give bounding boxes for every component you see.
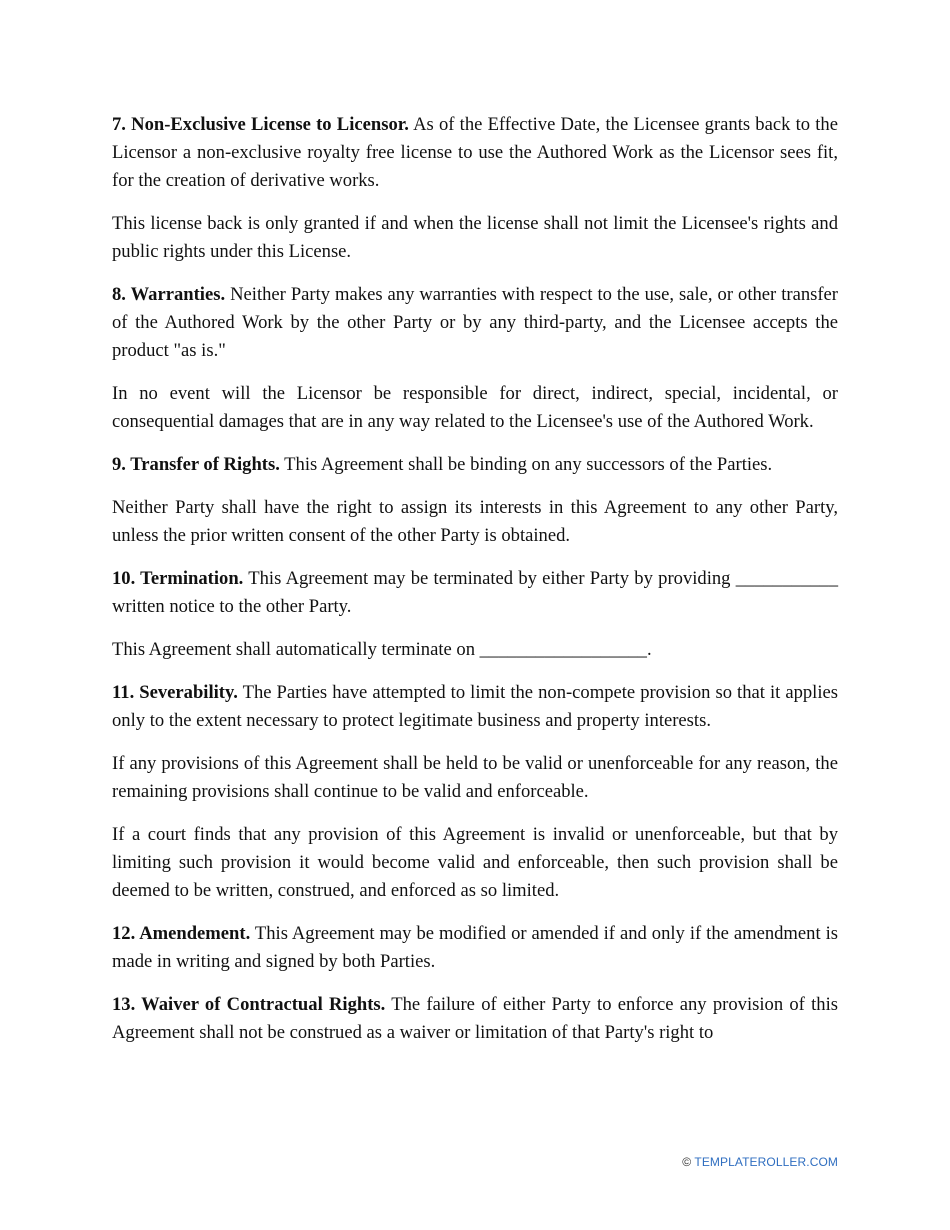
section-12-text: This Agreement may be modified or amended if and only if the amendment is made in writing and signed by both Parties. <box>112 923 838 972</box>
footer-watermark <box>682 1155 838 1169</box>
section-8-paragraph <box>112 281 838 365</box>
footer-site-link[interactable]: TEMPLATEROLLER.COM <box>694 1155 838 1169</box>
section-13-text: The failure of either Party to enforce any provision of this Agreement shall not be construed as a waiver or limitation of that Party's right to <box>112 994 838 1043</box>
section-11-heading: 11. Severability. <box>112 682 238 703</box>
section-11-note-text: If any provisions of this Agreement shall be held to be valid or unenforceable for any reason, the remaining provisions shall continue to be valid and enforceable. <box>112 753 838 802</box>
copyright-symbol: © <box>682 1155 692 1169</box>
section-7-paragraph <box>112 111 838 195</box>
section-9-text: This Agreement shall be binding on any successors of the Parties. <box>279 454 773 475</box>
section-9-paragraph <box>112 451 838 479</box>
section-13-heading: 13. Waiver of Contractual Rights. <box>112 994 386 1015</box>
document-body <box>112 111 838 1062</box>
section-11-paragraph <box>112 679 838 735</box>
section-8-text: Neither Party makes any warranties with respect to the use, sale, or other transfer of the Authored Work by the other Party or by any third-party, and the Licensee accepts the product "as is." <box>112 284 839 361</box>
section-10-text: This Agreement may be terminated by either Party by providing ___________ written notice to the other Party. <box>112 568 839 617</box>
section-10-note-text: This Agreement shall automatically terminate on __________________. <box>112 639 652 660</box>
section-11-note2-text: If a court finds that any provision of this Agreement is invalid or unenforceable, but that by limiting such provision it would become valid and enforceable, then such provision shall be deemed to be written, construed, and enforced as so limited. <box>112 824 838 901</box>
section-7-note-text: This license back is only granted if and when the license shall not limit the Licensee's rights and public rights under this License. <box>112 213 838 262</box>
section-8-note-text: In no event will the Licensor be responsible for direct, indirect, special, incidental, or consequential damages that are in any way related to the Licensee's use of the Authored Work. <box>112 383 838 432</box>
section-7-text: As of the Effective Date, the Licensee grants back to the Licensor a non-exclusive royalty free license to use the Authored Work as the Licensor sees fit, for the creation of derivative works. <box>112 114 838 191</box>
section-12-paragraph <box>112 920 838 976</box>
section-9-note-paragraph <box>112 494 838 550</box>
section-7-heading: 7. Non-Exclusive License to Licensor. <box>112 114 409 135</box>
section-10-paragraph <box>112 565 838 621</box>
section-8-note-paragraph <box>112 380 838 436</box>
section-10-note-paragraph <box>112 636 838 664</box>
section-9-heading: 9. Transfer of Rights. <box>112 454 280 475</box>
section-13-paragraph <box>112 991 838 1047</box>
section-8-heading: 8. Warranties. <box>112 284 226 305</box>
section-12-heading: 12. Amendement. <box>112 923 251 944</box>
section-11-note-paragraph <box>112 750 838 806</box>
section-7-note-paragraph <box>112 210 838 266</box>
section-9-note-text: Neither Party shall have the right to assign its interests in this Agreement to any other Party, unless the prior written consent of the other Party is obtained. <box>112 497 838 546</box>
section-11-text: The Parties have attempted to limit the non-compete provision so that it applies only to the extent necessary to protect legitimate business and property interests. <box>112 682 839 731</box>
section-10-heading: 10. Termination. <box>112 568 244 589</box>
section-11-note2-paragraph <box>112 821 838 905</box>
